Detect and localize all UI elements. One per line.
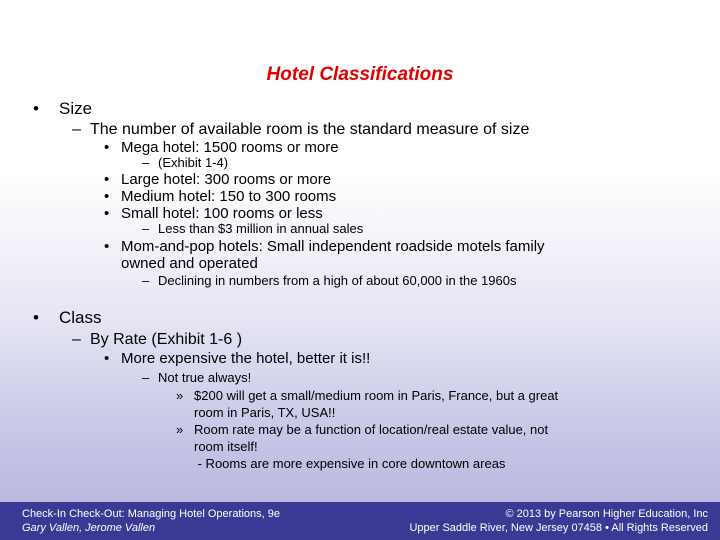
- bullet-marker: •: [33, 99, 39, 118]
- detail-paris-line2: room in Paris, TX, USA!!: [194, 405, 336, 420]
- dash-marker: –: [72, 331, 81, 348]
- sub-bullet-rate-text: By Rate (Exhibit 1-6 ): [90, 331, 243, 348]
- dash-marker: –: [142, 155, 150, 170]
- item-mom-and-pop-line2: owned and operated: [121, 255, 258, 272]
- footer-bar: [0, 502, 720, 540]
- item-medium-hotel-text: Medium hotel: 150 to 300 rooms: [121, 188, 337, 205]
- detail-location-line2: room itself!: [194, 439, 258, 454]
- bullet-marker: •: [104, 238, 110, 255]
- dash-marker: –: [72, 121, 81, 138]
- dash-marker: –: [142, 370, 150, 385]
- item-mom-and-pop-line1: Mom-and-pop hotels: Small independent roadside motels family: [121, 238, 545, 255]
- detail-location-line1: Room rate may be a function of location/real estate value, not: [194, 422, 549, 437]
- bullet-marker: •: [104, 205, 110, 222]
- item-mega-hotel-text: Mega hotel: 1500 rooms or more: [121, 139, 339, 156]
- note-small-sales-text: Less than $3 million in annual sales: [158, 221, 364, 236]
- bullet-size-text: Size: [59, 99, 93, 118]
- item-large-hotel-text: Large hotel: 300 rooms or more: [121, 171, 332, 188]
- dash-marker: –: [142, 221, 150, 236]
- bullet-marker: •: [104, 139, 110, 156]
- slide-title: Hotel Classifications: [266, 64, 454, 85]
- bullet-marker: •: [104, 171, 110, 188]
- bullet-marker: •: [104, 350, 110, 367]
- detail-location-line3: - Rooms are more expensive in core downtown areas: [194, 456, 506, 471]
- sub-bullet-measure-text: The number of available room is the standard measure of size: [90, 121, 530, 138]
- footer-copyright: © 2013 by Pearson Higher Education, Inc: [505, 508, 708, 520]
- guillemet-marker: »: [176, 422, 184, 437]
- bullet-class-text: Class: [59, 308, 102, 327]
- note-not-true-text: Not true always!: [158, 370, 252, 385]
- guillemet-marker: »: [176, 388, 184, 403]
- dash-marker: –: [142, 273, 150, 288]
- footer-address: Upper Saddle River, New Jersey 07458 • All Rights Reserved: [409, 522, 708, 534]
- item-small-hotel-text: Small hotel: 100 rooms or less: [121, 205, 323, 222]
- item-more-expensive-text: More expensive the hotel, better it is!!: [121, 350, 371, 367]
- note-declining-text: Declining in numbers from a high of about 60,000 in the 1960s: [158, 273, 517, 288]
- bullet-marker: •: [33, 308, 39, 327]
- footer-book-title: Check-In Check-Out: Managing Hotel Operations, 9e: [22, 508, 281, 520]
- detail-paris-line1: $200 will get a small/medium room in Paris, France, but a great: [194, 388, 559, 403]
- bullet-marker: •: [104, 188, 110, 205]
- footer-authors: Gary Vallen, Jerome Vallen: [22, 522, 156, 534]
- note-exhibit-text: (Exhibit 1-4): [158, 155, 229, 170]
